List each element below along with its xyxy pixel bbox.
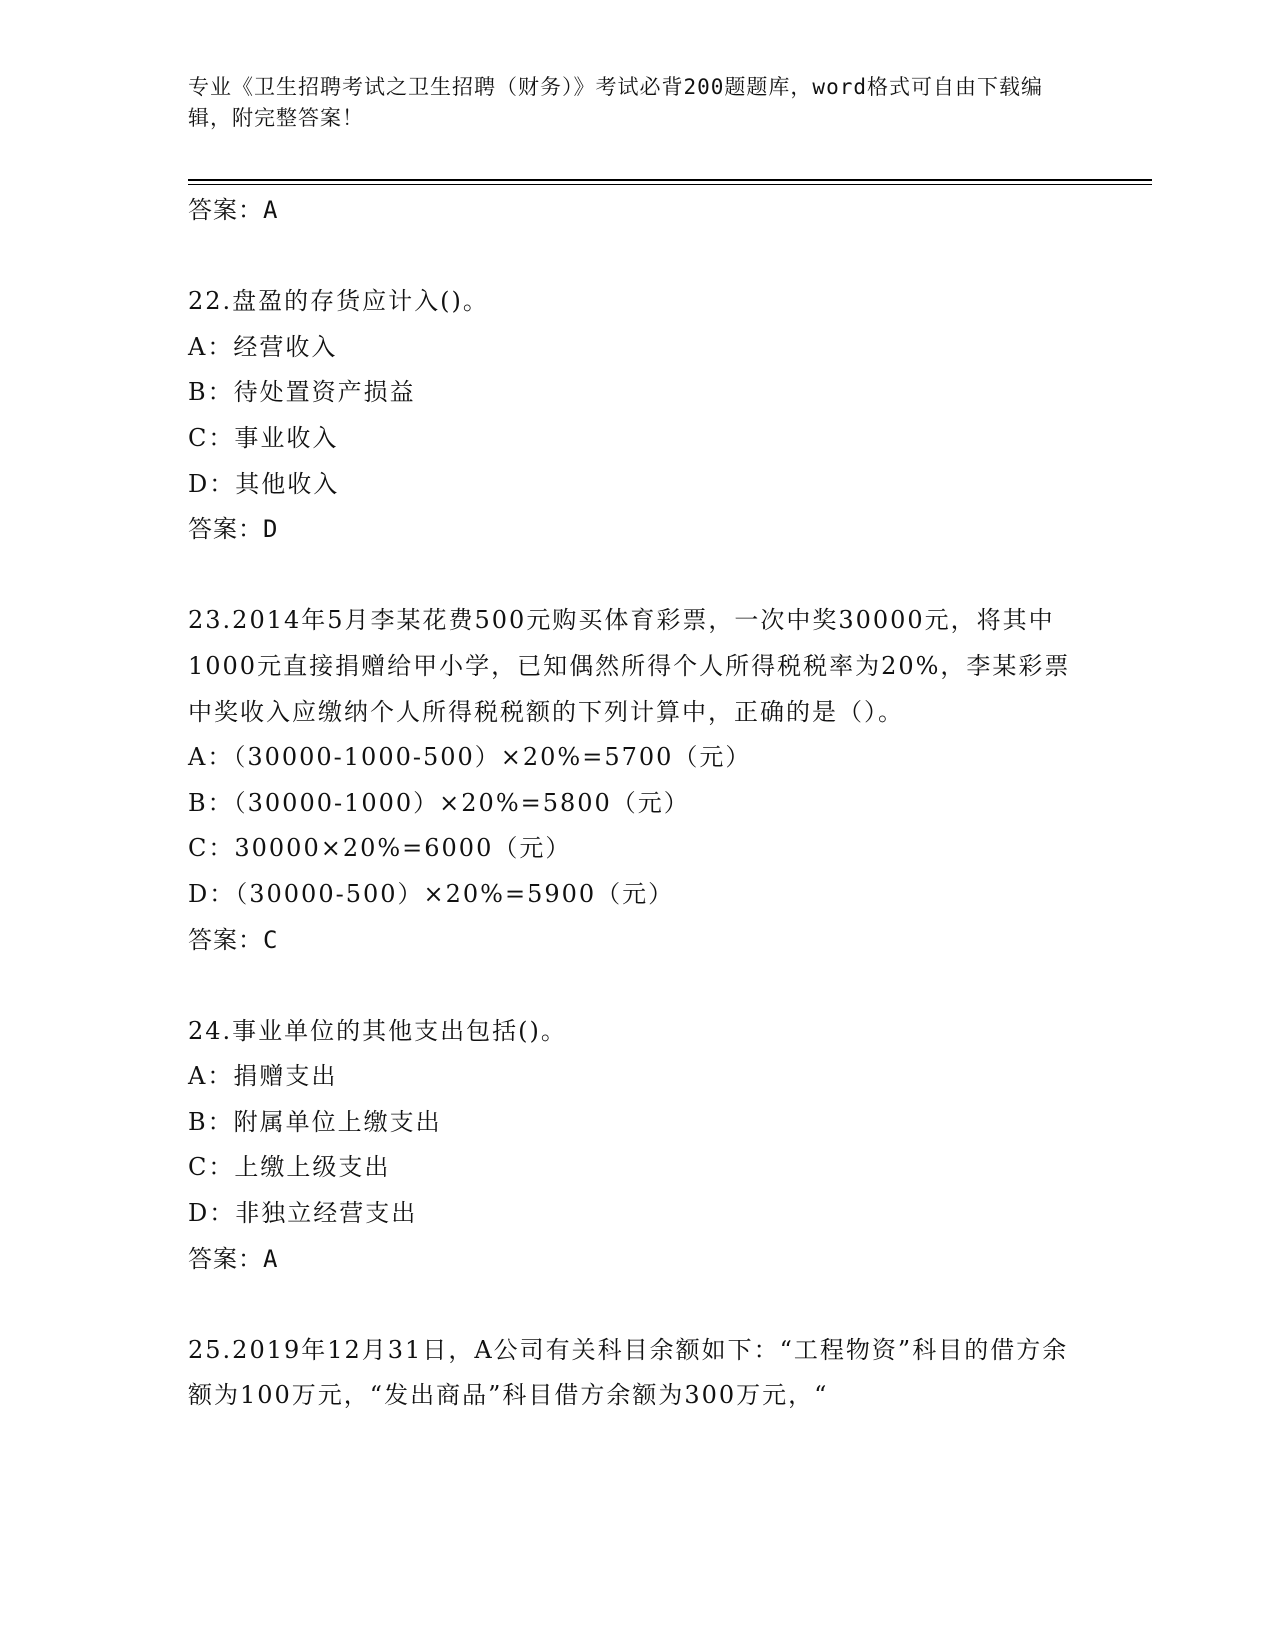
answer-label: 答案：	[188, 925, 263, 954]
header-rule-thin	[188, 184, 1152, 185]
question-stem: 22.盘盈的存货应计入()。	[188, 287, 489, 316]
answer-value: A	[263, 196, 279, 224]
header-rule-thick	[188, 179, 1152, 181]
answer-line	[188, 507, 1088, 553]
option-a: A：（30000-1000-500）×20%=5700（元）	[188, 743, 752, 772]
question-block	[188, 598, 1088, 963]
option-d: D：（30000-500）×20%=5900（元）	[188, 879, 675, 908]
answer-value: A	[263, 1244, 279, 1273]
option-b: B：（30000-1000）×20%=5800（元）	[188, 788, 690, 817]
spacer	[188, 1282, 1088, 1328]
option-a: A：捐赠支出	[188, 1062, 338, 1091]
answer-label: 答案：	[188, 1244, 263, 1273]
option-d: D：非独立经营支出	[188, 1199, 418, 1228]
answer-value: D	[263, 515, 279, 544]
question-stem: 25.2019年12月31日，A公司有关科目余额如下：“工程物资”科目的借方余额为100万元，“发出商品”科目借方余额为300万元，“	[188, 1335, 1069, 1410]
answer-label: 答案：	[188, 515, 263, 544]
question-list	[188, 188, 1088, 1419]
option-c: C：事业收入	[188, 423, 339, 452]
answer-label: 答案：	[188, 196, 263, 224]
answer-line	[188, 1237, 1088, 1283]
question-block	[188, 1328, 1088, 1419]
answer-line	[188, 188, 1088, 234]
option-b: B：附属单位上缴支出	[188, 1107, 442, 1136]
option-b: B：待处置资产损益	[188, 378, 416, 407]
document-header: 专业《卫生招聘考试之卫生招聘（财务）》考试必背200题题库，word格式可自由下载编辑，附完整答案！	[188, 75, 1043, 130]
option-a: A：经营收入	[188, 332, 338, 361]
question-stem: 23.2014年5月李某花费500元购买体育彩票，一次中奖30000元，将其中1000元直接捐赠给甲小学，已知偶然所得个人所得税税率为20%，李某彩票中奖收入应缴纳个人所得税税额的下列计算中，正确的是（）。	[188, 606, 1071, 726]
spacer	[188, 553, 1088, 599]
question-block	[188, 1009, 1088, 1283]
option-c: C：上缴上级支出	[188, 1153, 391, 1182]
spacer	[188, 963, 1088, 1009]
question-block	[188, 279, 1088, 553]
spacer	[188, 234, 1088, 280]
answer-line	[188, 918, 1088, 964]
option-c: C：30000×20%=6000（元）	[188, 834, 572, 863]
question-stem: 24.事业单位的其他支出包括()。	[188, 1016, 567, 1045]
option-d: D：其他收入	[188, 469, 340, 498]
answer-value: C	[263, 925, 279, 954]
